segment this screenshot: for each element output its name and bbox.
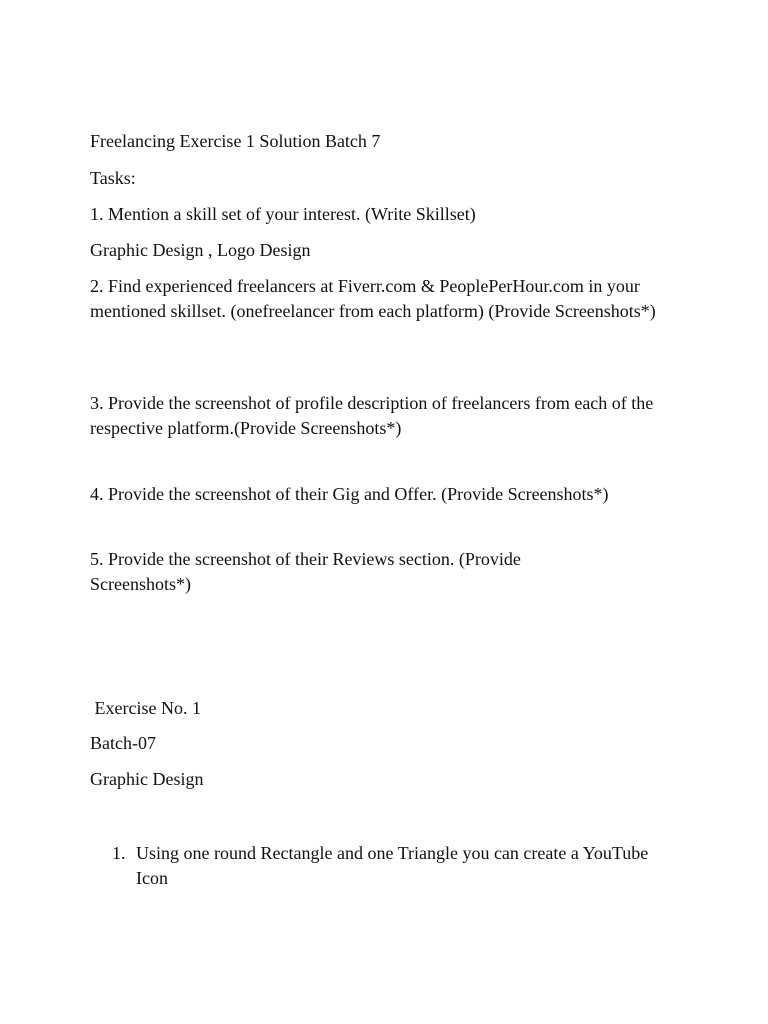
list-item <box>112 841 672 891</box>
task-5: 5. Provide the screenshot of their Reviews section. (Provide Screenshots*) <box>90 549 521 594</box>
task-1: 1. Mention a skill set of your interest. (Write Skillset) <box>90 204 476 224</box>
exercise-heading: Exercise No. 1 <box>90 698 201 718</box>
list-item-number: 1. <box>112 843 126 863</box>
subject-label: Graphic Design <box>90 769 204 789</box>
document-title: Freelancing Exercise 1 Solution Batch 7 <box>90 131 381 151</box>
task-4: 4. Provide the screenshot of their Gig and Offer. (Provide Screenshots*) <box>90 484 609 504</box>
task-3: 3. Provide the screenshot of profile description of freelancers from each of the respective platform.(Provide Screenshots*) <box>90 393 654 438</box>
list-item-text: Using one round Rectangle and one Triangle you can create a YouTube Icon <box>136 843 649 888</box>
task-1-answer: Graphic Design , Logo Design <box>90 240 311 260</box>
tasks-label: Tasks: <box>90 168 136 188</box>
task-2: 2. Find experienced freelancers at Fiverr.com & PeoplePerHour.com in your mentioned skillset. (onefreelancer from each platform) (Provide Screenshots*) <box>90 276 656 321</box>
batch-label: Batch-07 <box>90 733 156 753</box>
